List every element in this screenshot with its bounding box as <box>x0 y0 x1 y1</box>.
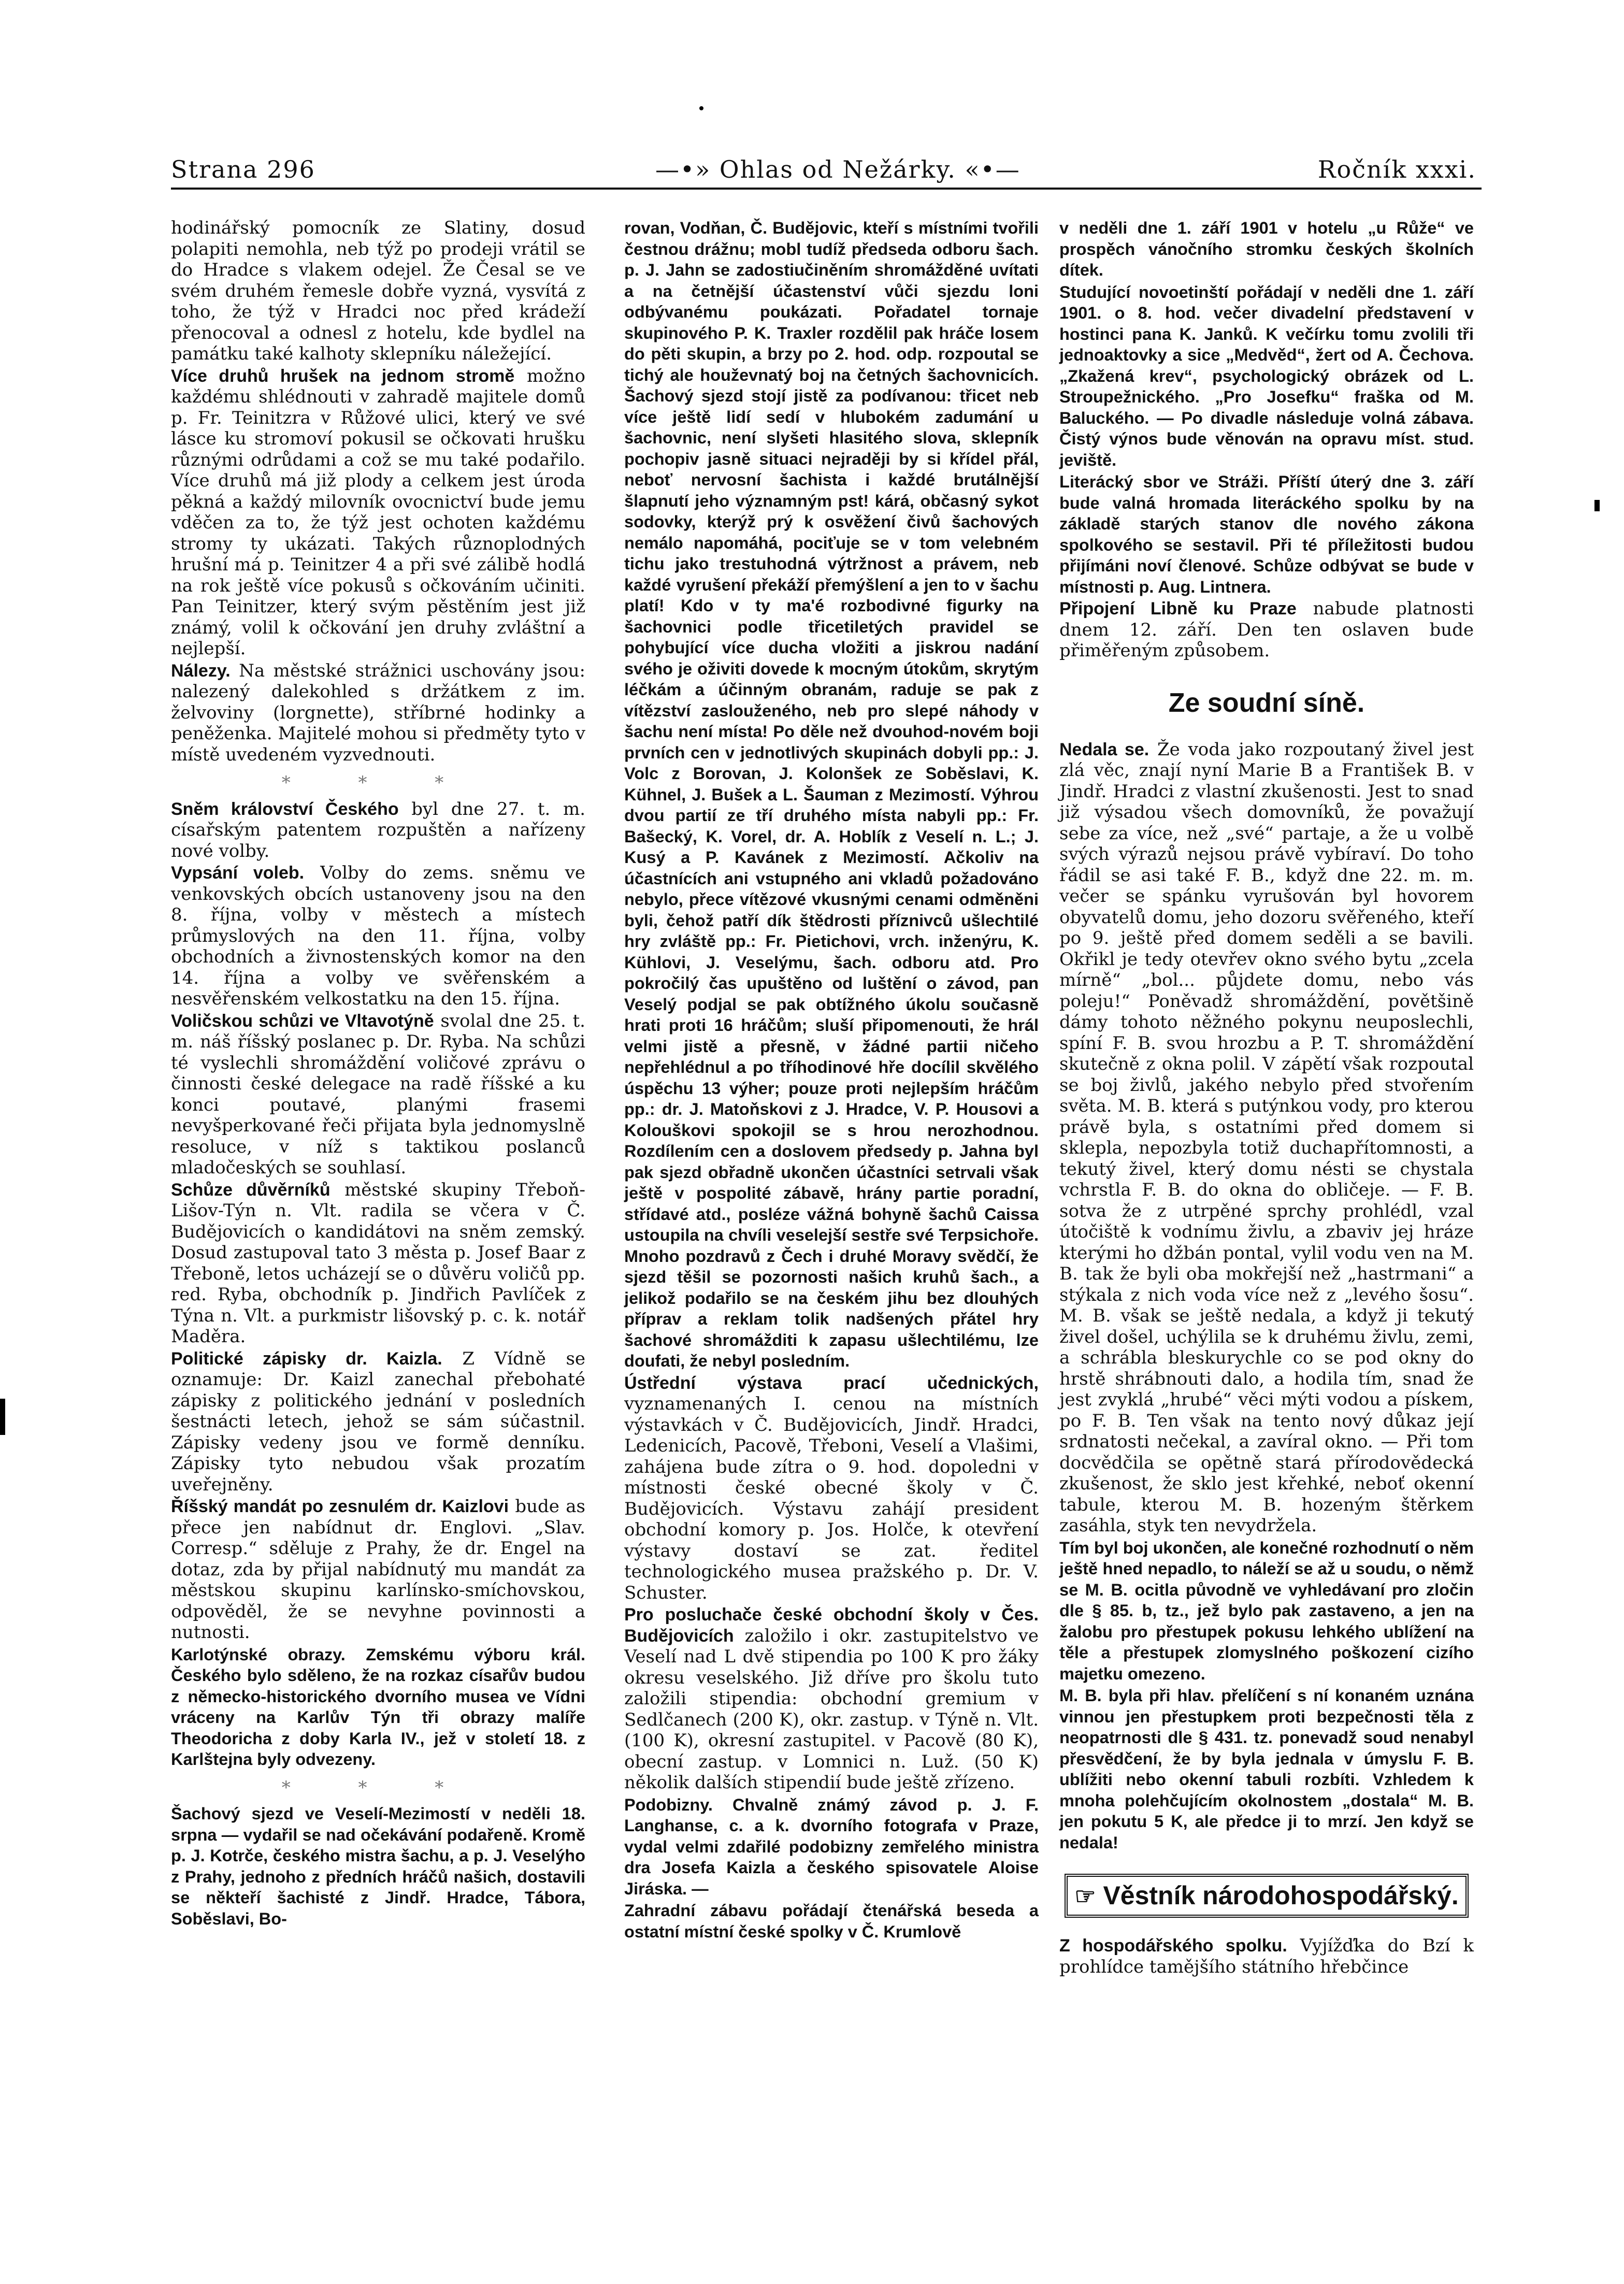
page-number: Strana 296 <box>171 155 315 183</box>
article <box>624 1900 1039 1942</box>
pointing-hand-icon: ☞ <box>1074 1883 1096 1909</box>
article-title: Šachový sjezd ve Veselí-Mezimostí <box>171 1804 470 1823</box>
article-text: byl dne 27. t. m. císařským patentem rozpuštěn a nařízeny nové volby. <box>171 798 586 861</box>
article <box>624 1604 1039 1793</box>
binding-mark-left <box>0 1399 5 1435</box>
binding-mark-top <box>699 106 703 110</box>
article-title: Karlotýnské obrazy. <box>171 1645 346 1664</box>
article-title: Nedala se. <box>1059 739 1149 759</box>
article-text: vyznamenaných I. cenou na místních výstavkách v Č. Budějovicích, Jindř. Hradci, Ledenicích, Pacově, Třeboni, Veselí a Vlašimi, zahájena bude zítra o 9. hod. dopoledni v místnosti české obecné školy v Č. Budějovicích. Výstavu zahájí president obchodní komory p. Jos. Holče, k otevření výstavy dostaví se zat. ředitel technologického musea pražského p. Dr. V. Schuster. <box>624 1394 1039 1603</box>
article-title: Více druhů hrušek na jednom stromě <box>171 366 515 386</box>
article-title: Zahradní zábavu <box>624 1901 768 1920</box>
article-paragraph: Tím byl boj ukončen, ale konečné rozhodnutí o něm ještě hned nepadlo, to náleží se až u soudu, o němž se M. B. ocitla původně ve vyhledávaní pro zločin dle § 85. b, tz., jež bylo pak zastaveno, a jen na žalobu pro přestupek pokusu lehkého ublížení na těle a přestupek zlomyslného poškození cizího majetku omezeno. <box>1059 1538 1474 1683</box>
section-divider: * * * <box>281 1777 475 1798</box>
newspaper-title: —•» Ohlas od Nežárky. «•— <box>655 155 1021 183</box>
article-paragraph: v neděli dne 1. září 1901 v hotelu „u Růže“ ve prospěch vánočního stromku českých školních dítek. <box>1059 219 1474 279</box>
article <box>1059 1935 1474 1977</box>
article <box>171 1644 585 1770</box>
article-text: nabude platnosti dnem 12. září. Den ten oslaven bude přiměřeným způsobem. <box>1059 598 1474 661</box>
article-text: bude as přece jen nabídnut dr. Englovi. „Slav. Corresp.“ sděluje z Prahy, že dr. Engel na dotaz, zda by přijal nabídnutý mu mandát za městskou skupinu karlínsko-smíchovskou, odpověděl, že se nevyhne povinnosti a nutnosti. <box>171 1496 585 1643</box>
article <box>1059 598 1474 662</box>
article <box>171 1496 585 1643</box>
article <box>624 1373 1039 1604</box>
article-title: Ústřední výstava prací učednických, <box>624 1373 1039 1393</box>
column-3 <box>1059 218 1474 1978</box>
article <box>171 1011 585 1179</box>
header-rule <box>171 188 1482 190</box>
article <box>171 799 585 862</box>
article-text: založilo i okr. zastupitelstvo ve Veselí nad L dvě stipendia po 100 K pro žáky okresu veselského. Již dříve pro školu tuto založili stipendia: obchodní gremium v Sedlčanech (200 K), okr. zastup. v Týně n. Vlt. (100 K), okresní zastupitel. v Pacově (80 K), obecní zastup. v Lomnici n. Luž. (50 K) několik dalších stipendií bude ještě zřízeno. <box>624 1625 1039 1793</box>
article-text: Vyjížďka do Bzí k prohlídce tamějšího státního hřebčince <box>1059 1935 1474 1977</box>
article <box>624 1794 1039 1900</box>
article <box>1059 282 1474 471</box>
article <box>171 366 585 659</box>
article <box>171 1180 585 1347</box>
article-text: možno každému shlédnouti v zahradě majitele domů p. Fr. Teinitzra v Růžové ulici, který ve své lásce ku stromoví pokusil se očkovati hrušku různými odrůdami a což se mu také podařilo. Více druhů má již plody a celkem jest úroda pěkná a každý milovník ovocnictví bude jemu vděčen za to, že týž jest ochoten každému stromy ty ukázati. Takých různoplodných hrušní má p. Teinitzer 4 a při své zálibě hodlá na rok ještě více pokusů s očkováním učiniti. Pan Teinitzer, který svým pěstěním jest již známý, volil k očkování jen druhy zvláštní a nejlepší. <box>171 365 585 659</box>
article-text: svolal dne 25. t. m. náš říšský poslanec p. Dr. Ryba. Na schůzi té vyslechli shromáždění voličové zprávu o činnosti české delegace na radě říšské a ku konci poutavé, planými frasemi nevyšperkované řeči přijata byla jednomyslně resoluce, v níž s taktikou poslanců mladočeských se souhlasí. <box>171 1010 585 1178</box>
article-title: Říšský mandát po zesnulém dr. Kaizlovi <box>171 1497 509 1516</box>
article-text: Volby do zems. sněmu ve venkovských obcích ustanoveny jsou na den 8. října, volby v městech a místech průmyslových na den 11. října, volby obchodních a živnostenských komor na den 14. října a volby ve svěřenském a nesvěřenském velkostatku na den 15. října. <box>171 863 585 1009</box>
article-title: Sněm království Českého <box>171 799 399 819</box>
article-text: Z Vídně se oznamuje: Dr. Kaizl zanechal přebohaté zápisky z politického jednání v posledních šestnácti letech, jehož se sám súčastnil. Zápisky vedeny jsou ve formě denníku. Zápisky tyto nebudou však prozatím uveřejněny. <box>171 1348 586 1495</box>
article-title: Podobizny. <box>624 1795 713 1814</box>
article-text: Chvalně známý závod p. J. F. Langhanse, c. a k. dvorního fotografa v Praze, vydal velmi zdařilé podobizny zemřelého ministra dra Josefa Kaizla a českého spisovatele Aloise Jiráska. — <box>624 1795 1039 1898</box>
article <box>171 1803 585 1929</box>
article-title: Voličskou schůzi ve Vltavotýně <box>171 1011 434 1031</box>
article <box>1059 739 1474 1536</box>
article <box>171 660 585 766</box>
article-title: Z hospodářského spolku. <box>1059 1936 1287 1956</box>
article-text: pořádají v neděli dne 1. září 1901. o 8. hod. večer divadelní představení v hostinci pana K. Janků. K večírku tomu zvolili tři jednoaktovky a sice „Medvěd“, žert od A. Čechova. „Zkažená krev“, psychologický obrázek od L. Stroupežnického. „Pro Josefku“ fraška od M. Baluckého. — Po divadle následuje volná zábava. Čistý výnos bude věnován na opravu míst. stud. jeviště. <box>1059 282 1474 469</box>
article-title: Literácký sbor ve Stráži. <box>1059 472 1269 491</box>
section-divider: * * * <box>281 772 475 793</box>
article-title: Schůze důvěrníků <box>171 1180 330 1200</box>
section-banner-title: Věstník národohospodářský. <box>1103 1881 1459 1910</box>
article-text: Příští úterý dne 3. září bude valná hromada literáckého spolku by na základě starých stanov dle nového zákona spolkového se sestavil. Při té příležitosti budou přijímáni noví členové. Schůze odbývat se bude v místnosti p. Aug. Lintnera. <box>1059 472 1474 596</box>
article-text: pořádají čtenářská beseda a ostatní místní české spolky v Č. Krumlově <box>624 1901 1039 1941</box>
article <box>171 1348 585 1496</box>
article-paragraph: rovan, Vodňan, Č. Budějovic, kteří s místními tvořili čestnou drážnu; mobl tudíž předseda odboru šach. p. J. Jahn se zadostiučiněním shromážděné uvítati a na četnější účastenství vůči sjezdu loni odbývanému poukázati. Pořadatel tornaje skupinového P. K. Traxler rozdělil pak hráče losem do pěti skupin, a brzy po 2. hod. odp. rozpoutal se tichý ale houževnatý boj na četných šachovnicích. Šachový sjezd stojí jistě za podívanou: třicet neb více ještě lidí sedí v hlubokém zadumání u šachovnic, není slyšeti hlasitého slova, sklepník pochopiv jasně situaci nejraději by si křídel přál, neboť nervosní šachista i každé brutálnější šlapnutí jeho významným pst! kárá, občasný sykot sodovky, kterýž prý k osvěžení čivů šachových nemálo napomáhá, pociťuje se v tom velebném tichu jako trestuhodná výtržnost a právem, neb každé vyrušení překáží přemýšlení a jen to v šachu platí! Kdo v ty ma'é rozbodivné figurky na šachovnici podle třicetiletých pravidel se pohybující více ducha vložiti a jiskrou nadání svého je oživiti dovede k mocným útokům, skrytým léčkám a účinným obranám, raduje se pak z vítězství zaslouženého, neb pro slepé náhody v šachu není místa! Po děle než dvouhod-novém boji prvních cen v jednotlivých skupinách dobyli pp.: J. Volc z Borovan, J. Kolonšek ze Soběslavi, K. Kühnel, J. Bušek a L. Šauman z Mezimostí. Výhrou dvou partií ze tří druhého místa nabyli pp.: Fr. Bašecký, K. Vorel, dr. A. Hoblík z Veselí n. L.; J. Kusý a P. Kavánek z Mezimostí. Ačkoliv na účastnících ani vstupného ani vkladů požadováno nebylo, přece vítězové vkusnými cenami odměněni byli, čehož patří dík štědrosti příznivců ušlechtilé hry zvláště pp.: Fr. Pietichovi, vrch. inženýru, K. Kühlovi, J. Veselýmu, šach. odboru atd. Pro pokročilý čas upuštěno od luštění o závod, pan Veselý podjal se pak obtížného úkolu současně hrati proti 16 hráčům; sluší připomenouti, že hrál velmi jistě a přesně, v žádné partii ničeho nepřehlédnul a po tříhodinové hře docílil skvělého úspěchu 13 výher; pouze proti nejlepším hráčům pp.: dr. J. Matoňskovi z J. Hradce, V. P. Housovi a Kolouškovi spokojil se s hrou nerozhodnou. Rozdílením cen a doslovem předsedy p. Jahna byl pak sjezd obřadně ukončen účastníci setrvali však ještě v pospolité zábavě, hrány partie poradní, střídavé atd., posléze vážná bohyně šachů Caissa ustoupila na chvíli veselejší sestře své Terpsichoře. Mnoho pozdravů z Čech i druhé Moravy svědčí, že sjezd těšil se pozornosti našich kruhů šach., a jelikož podařilo se na českém jihu bez dlouhých příprav a reklam tolik nadšených přátel hry šachové shromážditi k zapasu ušlechtilému, lze doufati, že nebyl posledním. <box>624 219 1039 1370</box>
section-banner <box>1065 1874 1469 1918</box>
column-2 <box>624 218 1039 1943</box>
article <box>1059 471 1474 597</box>
article-text: městské skupiny Třeboň-Lišov-Týn n. Vlt. radila se včera v Č. Budějovicích o kandidátovi na sněm zemský. Dosud zastupoval tato 3 města p. Josef Baar z Třeboně, letos ucházejí se o důvěru voličů pp. red. Ryba, obchodník p. Jindřich Pavlíček z Týna n. Vlt. a purkmistr lišovský p. c. k. notář Maděra. <box>171 1179 585 1347</box>
article-title: Pro posluchače české obchodní školy v Čes. Budějovicích <box>624 1605 1039 1646</box>
article-paragraph: hodinářský pomocník ze Slatiny, dosud polapiti nemohla, neb týž po prodeji vrátil se do Hradce s vlakem odejel. Že Česal se ve svém druhém řemesle dobře vyzná, vysvítá z toho, že týž v Hradci noc před krádeží přenocoval a odnesl z hotelu, kde bydlel na památku také kalhoty sklepníku náležející. <box>171 218 585 364</box>
volume-number: Ročník xxxi. <box>1317 155 1476 183</box>
page-header <box>171 155 1476 186</box>
article-text: Zemskému výboru král. Českého bylo sděleno, že na rozkaz císařův budou z německo-historického dvorního musea ve Vídni vráceny na Karlův Týn tři obrazy malíře Theodoricha z doby Karla IV., jež v století 18. z Karlštejna byly odvezeny. <box>171 1645 585 1769</box>
section-title: Ze soudní síně. <box>1168 687 1365 718</box>
article-title: Vypsání voleb. <box>171 863 305 883</box>
article-title: Studující novoetinští <box>1059 282 1229 301</box>
article-text: Na městské strážnici uschovány jsou: nalezený dalekohled s držátkem z im. želvoviny (lorgnette), stříbrné hodinky a peněženka. Majitelé mohou si předměty tyto v místě uvedeném vyzvednouti. <box>171 660 585 765</box>
binding-mark-right <box>1594 500 1600 511</box>
article <box>171 863 585 1010</box>
article-title: Politické zápisky dr. Kaizla. <box>171 1348 442 1369</box>
article-paragraph: M. B. byla při hlav. přelíčení s ní konaném uznána vinnou jen přestupkem proti bezpečnosti těla z neopatrnosti dle § 431. tz. ponevadž soud nenabyl přesvědčení, že by byla jednala v úmyslu F. B. ublížiti nebo okenní tabuli rozbíti. Vzhledem k mnoha polehčujícím okolnostem „dostala“ M. B. jen pokutu 5 K, ale předce ji to mrzí. Jen když se nedala! <box>1059 1686 1474 1852</box>
article-title: Připojení Libně ku Praze <box>1059 599 1297 619</box>
article-title: Nálezy. <box>171 660 231 681</box>
article-text: Že voda jako rozpoutaný živel jest zlá věc, znají nyní Marie B a František B. v Jindř. Hradci z vlastní zkušenosti. Jest to snad již výsadou všech domovníků, že považují sebe za více, než „své“ partaje, a že u volbě svých výrazů nejsou právě vybíraví. Do toho řádil se asi také F. B., když dne 22. m. m. večer se spánku vyrušován byl hovorem obyvatelů domu, jeho dozoru svěřeného, kteří po 9. ještě před domem seděli a se bavili. Okřikl je tedy otevřev okno svého bytu „zcela mírně“ „bol... půjdete domu, nebo vás poleju!“ Poněvadž shromáždění, povětšině dámy tohoto něžného pokynu neuposlechli, spíní F. B. svou hrozbu a P. T. shromáždění skutečně z okna polil. V zápětí však rozpoutal se boj živlů, jakého nebylo před stvořením světa. M. B. která s putýnkou vody, pro kterou právě byla, s ostatními před domem si sklepla, nepozbyla totiž duchapřítomnosti, a tekutý živel, který domu nésti se chystala vchrstla F. B. do okna do obličeje. — F. B. sotva že z utrpěné sprchy prohlédl, vzal útočiště k vodnímu živlu, a zbaviv jej hráze kterými ho džbán pontal, vylil vodu ven na M. B. tak že byli oba mokřejší než „hastrmani“ a stýkala z nich voda více než z „levého šosu“. M. B. však se ještě nedala, a když ji tekutý živel došel, uchýlila se k druhému živlu, zemi, a schrábla bleskurychle co se pod okny do hrstě shrábnouti dalo, a hodila tím, snad že jest zvyklá „hrubé“ věci mýti vodou a pískem, po F. B. Ten však na tento nový důkaz její srdnatosti nečekal, a zavíral okno. — Při tom docvědčila se opětně stará přírodovědecká zkušenost, že sklo jest křehké, neboť okenní tabule, kterou M. B. hozeným štěrkem zasáhla, styk ten nevydržela. <box>1059 739 1474 1536</box>
article-text: v neděli 18. srpna — vydařil se nad očekávání podařeně. Kromě p. J. Kotrče, českého mistra šachu, a p. J. Veselýho z Prahy, jednoho z předních hráčů našich, dostavili se někteří šachisté z Jindř. Hradce, Tábora, Soběslavi, Bo- <box>171 1804 585 1928</box>
column-1 <box>171 218 585 1930</box>
